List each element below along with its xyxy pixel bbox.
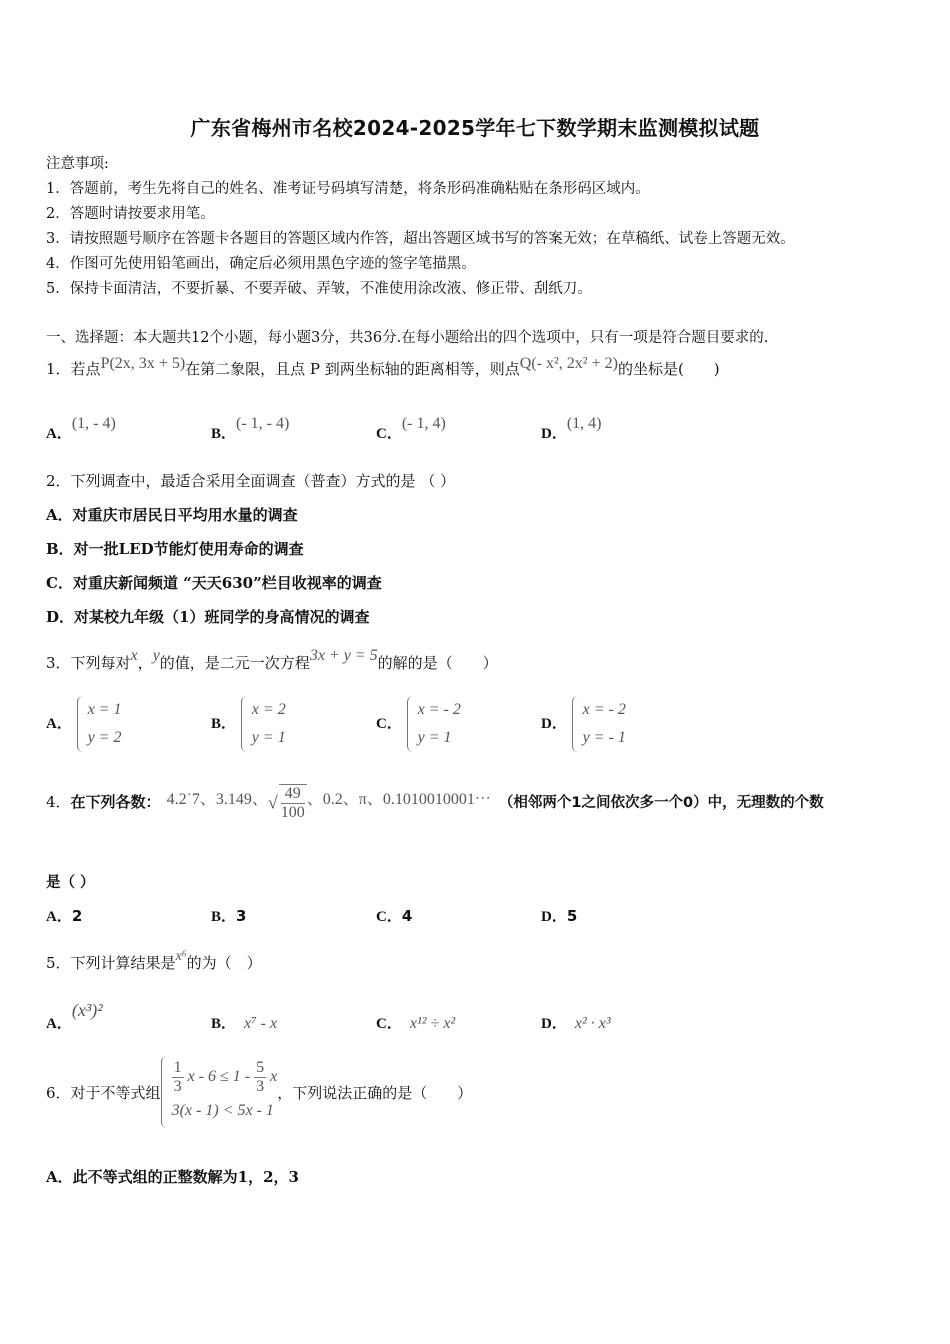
q5-option-c[interactable]: C． x¹² ÷ x² [376,1015,456,1032]
q3-equation: 3x + y = 5 [309,647,378,664]
question-2: 2．下列调查中，最适合采用全面调查（普查）方式的是 （ ） [46,472,456,490]
q3-option-d-system: x = - 2 y = - 1 [572,696,626,752]
q5-option-a[interactable]: A．(x³)² [46,1000,103,1032]
q5-target: x⁶ [175,949,187,964]
q1-option-c[interactable]: C．(- 1, 4) [376,415,446,442]
q1-option-b-value: (- 1, - 4) [236,415,290,432]
notice-item-4: 4．作图可先使用铅笔画出，确定后必须用黑色字迹的签字笔描黑。 [46,256,476,272]
question-5: 5．下列计算结果是x⁶的为（ ） [46,949,262,972]
q2-option-b[interactable]: B．对一批LED节能灯使用寿命的调查 [46,540,304,558]
q4-numbers-b: 、0.2、π、0.1010010001⋯ [306,790,491,808]
page-title: 广东省梅州市名校2024-2025学年七下数学期末监测模拟试题 [190,116,760,140]
q1-point-p: P(2x, 3x + 5) [100,355,186,372]
q1-point-q: Q(- x², 2x² + 2) [519,355,618,372]
q4-numbers-a: 4.2˙7、3.149、 [166,790,268,808]
q1-number: 1． [46,360,71,378]
q3-option-a[interactable]: A． x = 1 y = 2 [46,696,122,752]
q6-option-a[interactable]: A．此不等式组的正整数解为1，2，3 [46,1168,299,1186]
q4-text-3: 是（ ） [46,875,95,891]
q1-text-2: 在第二象限，且点 P 到两坐标轴的距离相等，则点 [185,360,520,378]
q2-option-c[interactable]: C．对重庆新闻频道 “天天630”栏目收视率的调查 [46,574,382,592]
question-4: 4．在下列各数： 4.2˙7、3.149、√ $\frac{49}{100}$ 、0.2、π、0.1010010001⋯ （相邻两个1之间依次多一个0）中，无理数的个数 [46,785,824,821]
q2-option-a[interactable]: A．对重庆市居民日平均用水量的调查 [46,506,298,524]
q3-option-a-system: x = 1 y = 2 [77,696,122,752]
q5-option-d[interactable]: D． x² · x³ [541,1015,611,1032]
q4-option-c[interactable]: C．4 [376,907,413,925]
question-1 [46,355,720,379]
q3-option-b-system: x = 2 y = 1 [241,696,286,752]
q4-option-b[interactable]: B．3 [211,907,247,925]
q1-option-a-value: (1, - 4) [71,415,116,432]
section-heading: 一、选择题：本大题共12个小题，每小题3分，共36分.在每小题给出的四个选项中，只有一项是符合题目要求的. [46,330,769,346]
q1-option-c-value: (- 1, 4) [401,415,446,432]
q3-var-x: x [130,647,138,664]
q6-inequality-system: $\frac{1}{3}$ x - 6 ≤ 1 - $\frac{5}{3}$ x 3(x - 1) < 5x - 1 [161,1056,278,1128]
notice-heading: 注意事项: [46,156,109,172]
q1-option-d-value: (1, 4) [566,415,602,432]
q4-option-d[interactable]: D．5 [541,907,578,925]
q4-option-a[interactable]: A．2 [46,907,83,925]
q3-option-c[interactable]: C． x = - 2 y = 1 [376,696,461,752]
notice-item-2: 2．答题时请按要求用笔。 [46,206,215,222]
q3-option-c-system: x = - 2 y = 1 [407,696,461,752]
notice-item-5: 5．保持卡面清洁，不要折暴、不要弄破、弄皱，不准使用涂改液、修正带、刮纸刀。 [46,281,592,297]
q4-sqrt-fraction: $\frac{49}{100}$ [280,785,305,821]
question-3: 3．下列每对x，y的值，是二元一次方程3x + y = 5的解的是（ ） [46,647,498,672]
q4-text-2: （相邻两个1之间依次多一个0）中，无理数的个数 [498,795,824,811]
q1-option-b[interactable]: B．(- 1, - 4) [211,415,290,442]
q1-text-1: 若点 [70,360,101,378]
notice-item-1: 1．答题前，考生先将自己的姓名、准考证号码填写清楚，将条形码准确粘贴在条形码区域内。 [46,181,650,197]
q1-text-3: 的坐标是( ) [617,360,720,378]
question-6: 6．对于不等式组 $\frac{1}{3}$ x - 6 ≤ 1 - $\frac{5}{3}$ x 3(x - 1) < 5x - 1 ，下列说法正确的是（ ） [46,1056,472,1128]
q2-option-d[interactable]: D．对某校九年级（1）班同学的身高情况的调查 [46,608,370,626]
q5-option-b[interactable]: B． x⁷ - x [211,1015,278,1032]
q1-option-d[interactable]: D．(1, 4) [541,415,602,442]
q3-option-d[interactable]: D． x = - 2 y = - 1 [541,696,626,752]
q1-option-a[interactable]: A．(1, - 4) [46,415,116,442]
q3-var-y: y [152,647,160,664]
q3-option-b[interactable]: B． x = 2 y = 1 [211,696,286,752]
notice-item-3: 3．请按照题号顺序在答题卡各题目的答题区域内作答，超出答题区域书写的答案无效；在草稿纸、试卷上答题无效。 [46,231,795,247]
